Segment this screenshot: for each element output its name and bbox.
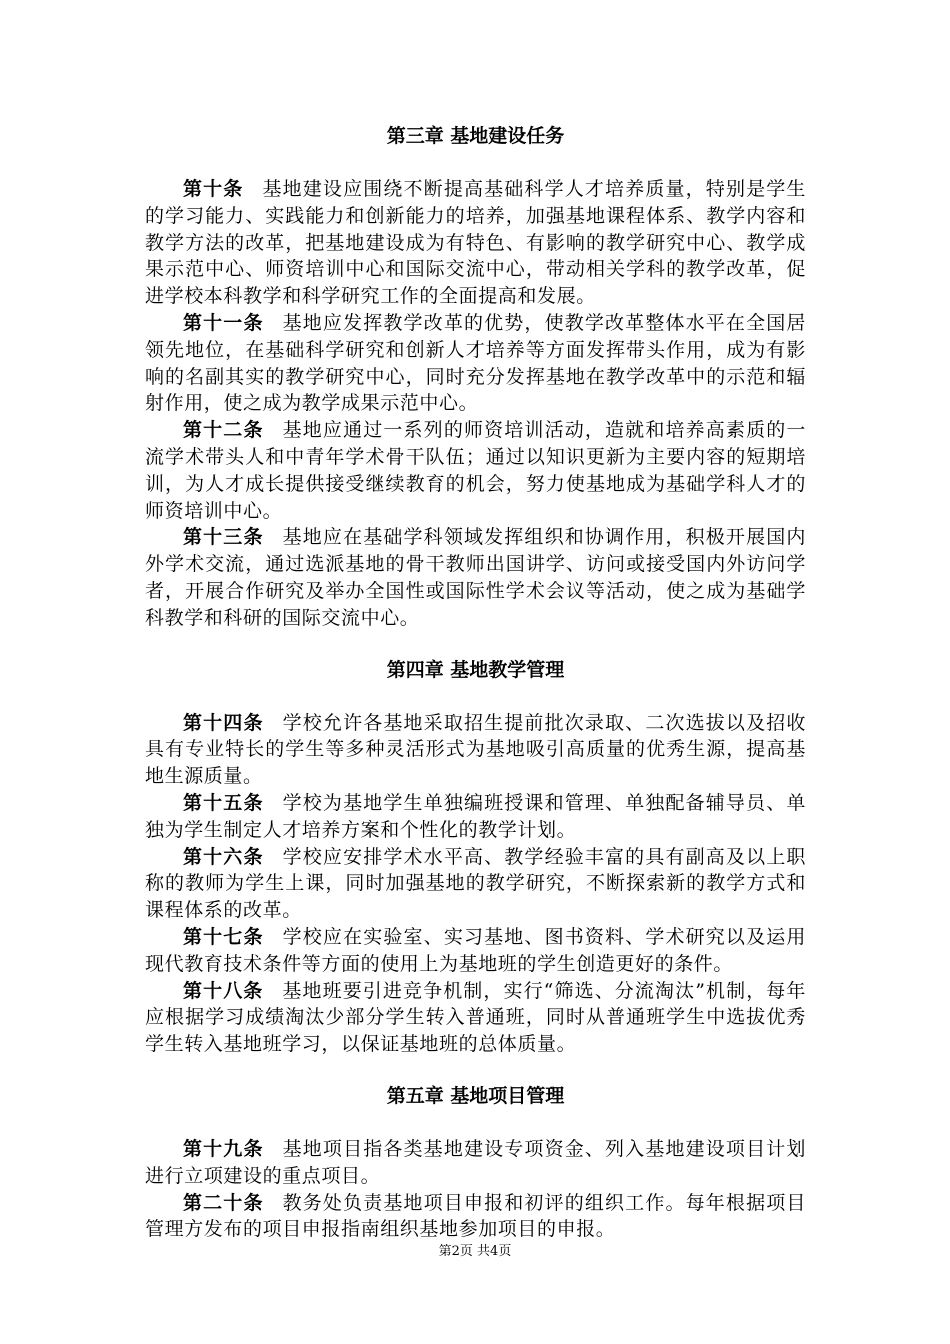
chapter-section	[145, 176, 806, 632]
article-paragraph	[145, 1190, 806, 1244]
chapter-section	[145, 1136, 806, 1243]
document-body	[145, 122, 806, 1243]
article-text: 学校应在实验室、实习基地、图书资料、学术研究以及运用现代教育技术条件等方面的使用上为基地班的学生创造更好的条件。	[145, 925, 806, 975]
article-number: 第十五条	[183, 791, 264, 814]
article-number: 第十四条	[183, 711, 264, 734]
article-paragraph	[145, 710, 806, 790]
article-text: 基地项目指各类基地建设专项资金、列入基地建设项目计划进行立项建设的重点项目。	[145, 1137, 806, 1187]
article-number: 第二十条	[183, 1191, 264, 1214]
article-paragraph	[145, 417, 806, 524]
article-paragraph	[145, 844, 806, 924]
article-number: 第十二条	[183, 419, 264, 442]
article-text: 基地建设应围绕不断提高基础科学人才培养质量，特别是学生的学习能力、实践能力和创新能力的培养，加强基地课程体系、教学内容和教学方法的改革，把基地建设成为有特色、有影响的教学研究中心、教学成果示范中心、师资培训中心和国际交流中心，带动相关学科的教学改革，促进学校本科教学和科学研究工作的全面提高和发展。	[145, 178, 807, 308]
article-paragraph	[145, 790, 806, 844]
page-number-label: 第2页 共4页	[438, 1244, 512, 1259]
article-paragraph	[145, 176, 806, 310]
chapter-title: 第四章 基地教学管理	[386, 658, 565, 681]
article-number: 第十六条	[183, 845, 264, 868]
article-number: 第十条	[183, 178, 244, 200]
article-number: 第十三条	[183, 526, 264, 549]
chapter-title: 第三章 基地建设任务	[386, 125, 565, 147]
chapter-section	[145, 710, 806, 1058]
chapter-title: 第五章 基地项目管理	[386, 1084, 565, 1107]
article-text: 学校应安排学术水平高、教学经验丰富的具有副高及以上职称的教师为学生上课，同时加强基地的教学研究，不断探索新的教学方式和课程体系的改革。	[145, 845, 806, 922]
article-paragraph	[145, 924, 806, 978]
article-text: 教务处负责基地项目申报和初评的组织工作。每年根据项目管理方发布的项目申报指南组织基地参加项目的申报。	[145, 1191, 806, 1241]
chapter-heading-wrap	[145, 122, 806, 150]
article-number: 第十一条	[183, 311, 264, 334]
page-footer	[0, 1243, 950, 1261]
article-text: 基地班要引进竞争机制，实行“筛选、分流淘汰”机制，每年应根据学习成绩淘汰少部分学生转入普通班，同时从普通班学生中选拔优秀学生转入基地班学习，以保证基地班的总体质量。	[145, 979, 806, 1056]
article-text: 基地应发挥教学改革的优势，使教学改革整体水平在全国居领先地位，在基础科学研究和创新人才培养等方面发挥带头作用，成为有影响的名副其实的教学研究中心，同时充分发挥基地在教学改革中的示范和辐射作用，使之成为教学成果示范中心。	[145, 311, 806, 415]
article-text: 基地应通过一系列的师资培训活动，造就和培养高素质的一流学术带头人和中青年学术骨干队伍；通过以知识更新为主要内容的短期培训，为人才成长提供接受继续教育的机会，努力使基地成为基础学科人才的师资培训中心。	[145, 419, 806, 522]
article-text: 基地应在基础学科领域发挥组织和协调作用，积极开展国内外学术交流，通过选派基地的骨干教师出国讲学、访问或接受国内外访问学者，开展合作研究及举办全国性或国际性学术会议等活动，使之成为基础学科教学和科研的国际交流中心。	[145, 526, 806, 629]
article-number: 第十八条	[183, 979, 264, 1002]
chapter-heading-wrap	[145, 656, 806, 684]
chapter-heading-wrap	[145, 1082, 806, 1110]
article-number: 第十七条	[183, 925, 264, 948]
article-number: 第十九条	[183, 1137, 264, 1160]
article-paragraph	[145, 978, 806, 1058]
article-text: 学校允许各基地采取招生提前批次录取、二次选拔以及招收具有专业特长的学生等多种灵活形式为基地吸引高质量的优秀生源，提高基地生源质量。	[145, 711, 806, 788]
article-paragraph	[145, 1136, 806, 1190]
article-paragraph	[145, 310, 806, 417]
article-text: 学校为基地学生单独编班授课和管理、单独配备辅导员、单独为学生制定人才培养方案和个性化的教学计划。	[145, 791, 806, 841]
article-paragraph	[145, 524, 806, 631]
